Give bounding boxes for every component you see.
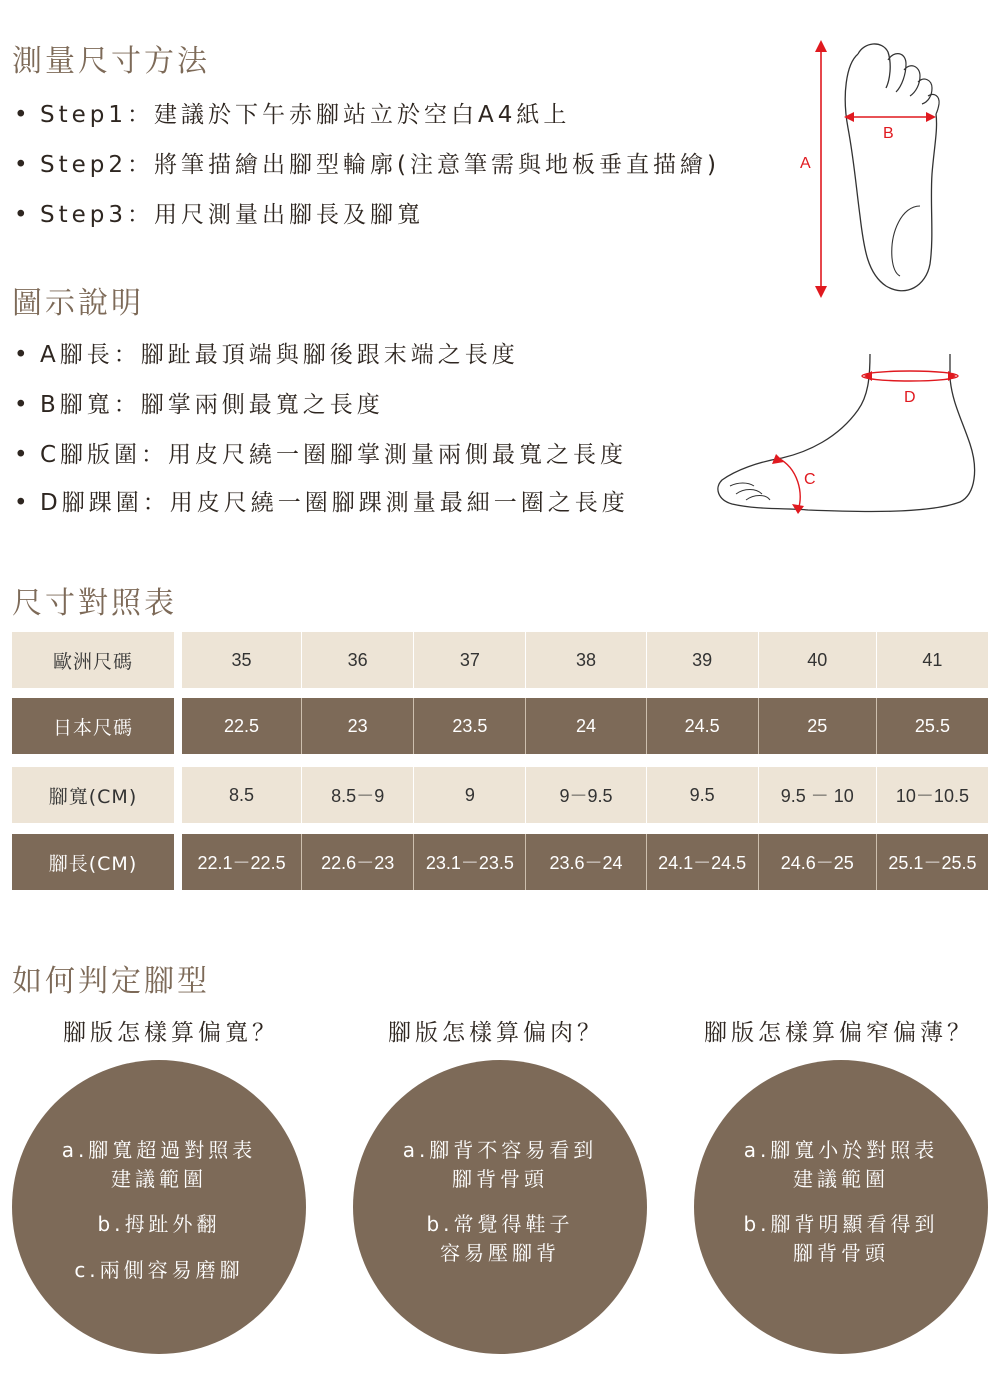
table-row-length — [12, 834, 988, 890]
table-cell: 38 — [525, 632, 645, 688]
row-header: 腳長(CM) — [12, 834, 174, 890]
question-narrow-title: 腳版怎樣算偏窄偏薄？ — [704, 1020, 974, 1046]
table-cell: 24.6－25 — [758, 834, 876, 890]
bullet-dot: • — [14, 202, 32, 228]
legend-item-b — [14, 386, 384, 419]
table-cell: 8.5－9 — [301, 767, 413, 823]
bullet-dot: • — [14, 102, 32, 128]
bullet-dot: • — [14, 342, 32, 368]
table-cell: 22.5 — [224, 715, 260, 736]
arch-line — [892, 206, 920, 276]
bullet-dot: • — [14, 442, 32, 468]
answer-circle-fleshy — [353, 1060, 647, 1354]
label-d: D — [904, 389, 916, 406]
measure-title: 測量尺寸方法 — [12, 44, 210, 79]
toe-line-1 — [730, 483, 754, 486]
answer-circle-wide — [12, 1060, 306, 1354]
answer-line: b.常覺得鞋子 — [426, 1212, 574, 1236]
table-row-jp — [12, 698, 988, 754]
answer-line: 容易壓腳背 — [440, 1241, 560, 1265]
row-header: 日本尺碼 — [12, 698, 174, 754]
table-cell: 23 — [301, 698, 413, 754]
legend-item-a-text: A腳長：腳趾最頂端與腳後跟末端之長度 — [40, 342, 519, 368]
answer-line: 腳背骨頭 — [793, 1241, 889, 1265]
foot-type-title: 如何判定腳型 — [12, 964, 210, 999]
legend-item-c — [14, 436, 627, 469]
d-arrow-left — [864, 371, 872, 381]
legend-title: 圖示說明 — [12, 286, 144, 321]
row-cells — [182, 632, 988, 688]
table-cell: 41 — [876, 632, 988, 688]
question-fleshy-title: 腳版怎樣算偏肉？ — [388, 1020, 604, 1046]
table-cell: 24.5 — [646, 698, 758, 754]
length-arrow-top — [815, 40, 827, 52]
answer-line: 建議範圍 — [111, 1167, 207, 1191]
table-cell: 10－10.5 — [876, 767, 988, 823]
foot-outline — [845, 54, 936, 291]
table-cell: 24.1－24.5 — [646, 834, 758, 890]
label-c: C — [804, 471, 816, 488]
table-row-width — [12, 767, 988, 823]
d-arrow-right — [948, 371, 956, 381]
table-cell: 23.5 — [413, 698, 525, 754]
legend-item-c-text: C腳版圍：用皮尺繞一圈腳掌測量兩側最寬之長度 — [40, 442, 628, 468]
table-cell: 25.5 — [876, 698, 988, 754]
step-3 — [14, 196, 424, 229]
table-cell: 9.5 — [646, 767, 758, 823]
size-table-title: 尺寸對照表 — [12, 586, 177, 621]
table-cell: 8.5 — [229, 784, 255, 805]
row-cells — [182, 834, 988, 890]
answer-line: c.兩側容易磨腳 — [74, 1258, 244, 1282]
legend-item-b-text: B腳寬：腳掌兩側最寬之長度 — [40, 392, 384, 418]
table-row-eu — [12, 632, 988, 688]
answer-line: b.拇趾外翻 — [97, 1212, 221, 1236]
answer-circle-narrow — [694, 1060, 988, 1354]
foot-sole-diagram — [790, 36, 990, 306]
table-cell: 9.5 － 10 — [758, 767, 876, 823]
answer-line: b.腳背明顯看得到 — [743, 1212, 939, 1236]
step-2 — [14, 146, 720, 179]
toe-4-icon — [918, 79, 932, 104]
row-cells — [182, 698, 988, 754]
table-cell: 23.6－24 — [525, 834, 645, 890]
step-1-text: Step1：建議於下午赤腳站立於空白A4紙上 — [40, 102, 571, 128]
foot-side-diagram — [708, 348, 988, 524]
toe-3-icon — [904, 66, 920, 96]
table-cell: 25 — [758, 698, 876, 754]
table-cell: 9 — [413, 767, 525, 823]
length-arrow-bottom — [815, 286, 827, 298]
toe-2-icon — [888, 54, 906, 92]
label-a: A — [800, 155, 811, 172]
big-toe-icon — [858, 44, 890, 88]
d-ellipse — [862, 371, 958, 381]
step-1 — [14, 96, 570, 129]
c-arc — [778, 458, 800, 510]
table-cell: 39 — [646, 632, 758, 688]
answer-line: 建議範圍 — [793, 1167, 889, 1191]
table-cell: 37 — [413, 632, 525, 688]
table-cell: 40 — [758, 632, 876, 688]
answer-line: a.腳背不容易看到 — [402, 1138, 598, 1162]
answer-line: a.腳寬超過對照表 — [61, 1138, 257, 1162]
bullet-dot: • — [14, 490, 32, 516]
answer-line: a.腳寬小於對照表 — [743, 1138, 939, 1162]
legend-item-d — [14, 484, 629, 517]
table-cell: 22.1－22.5 — [197, 853, 286, 873]
foot-side-outline — [718, 354, 975, 512]
table-cell: 9－9.5 — [525, 767, 645, 823]
toe-line-3 — [746, 496, 770, 501]
bullet-dot: • — [14, 152, 32, 178]
row-header: 歐洲尺碼 — [12, 632, 174, 688]
bullet-dot: • — [14, 392, 32, 418]
table-cell: 35 — [231, 649, 252, 670]
table-cell: 22.6－23 — [301, 834, 413, 890]
width-arrow-right — [926, 112, 936, 122]
table-cell: 24 — [525, 698, 645, 754]
question-wide-title: 腳版怎樣算偏寬？ — [63, 1020, 279, 1046]
table-cell: 36 — [301, 632, 413, 688]
step-2-text: Step2：將筆描繪出腳型輪廓(注意筆需與地板垂直描繪) — [40, 152, 720, 178]
step-3-text: Step3：用尺測量出腳長及腳寬 — [40, 202, 425, 228]
legend-item-d-text: D腳踝圍：用皮尺繞一圈腳踝測量最細一圈之長度 — [40, 490, 629, 516]
table-cell: 23.1－23.5 — [413, 834, 525, 890]
row-header: 腳寬(CM) — [12, 767, 174, 823]
legend-item-a — [14, 336, 519, 369]
label-b: B — [883, 125, 894, 142]
row-cells — [182, 767, 988, 823]
table-cell: 25.1－25.5 — [876, 834, 988, 890]
toe-line-2 — [736, 490, 762, 495]
answer-line: 腳背骨頭 — [452, 1167, 548, 1191]
